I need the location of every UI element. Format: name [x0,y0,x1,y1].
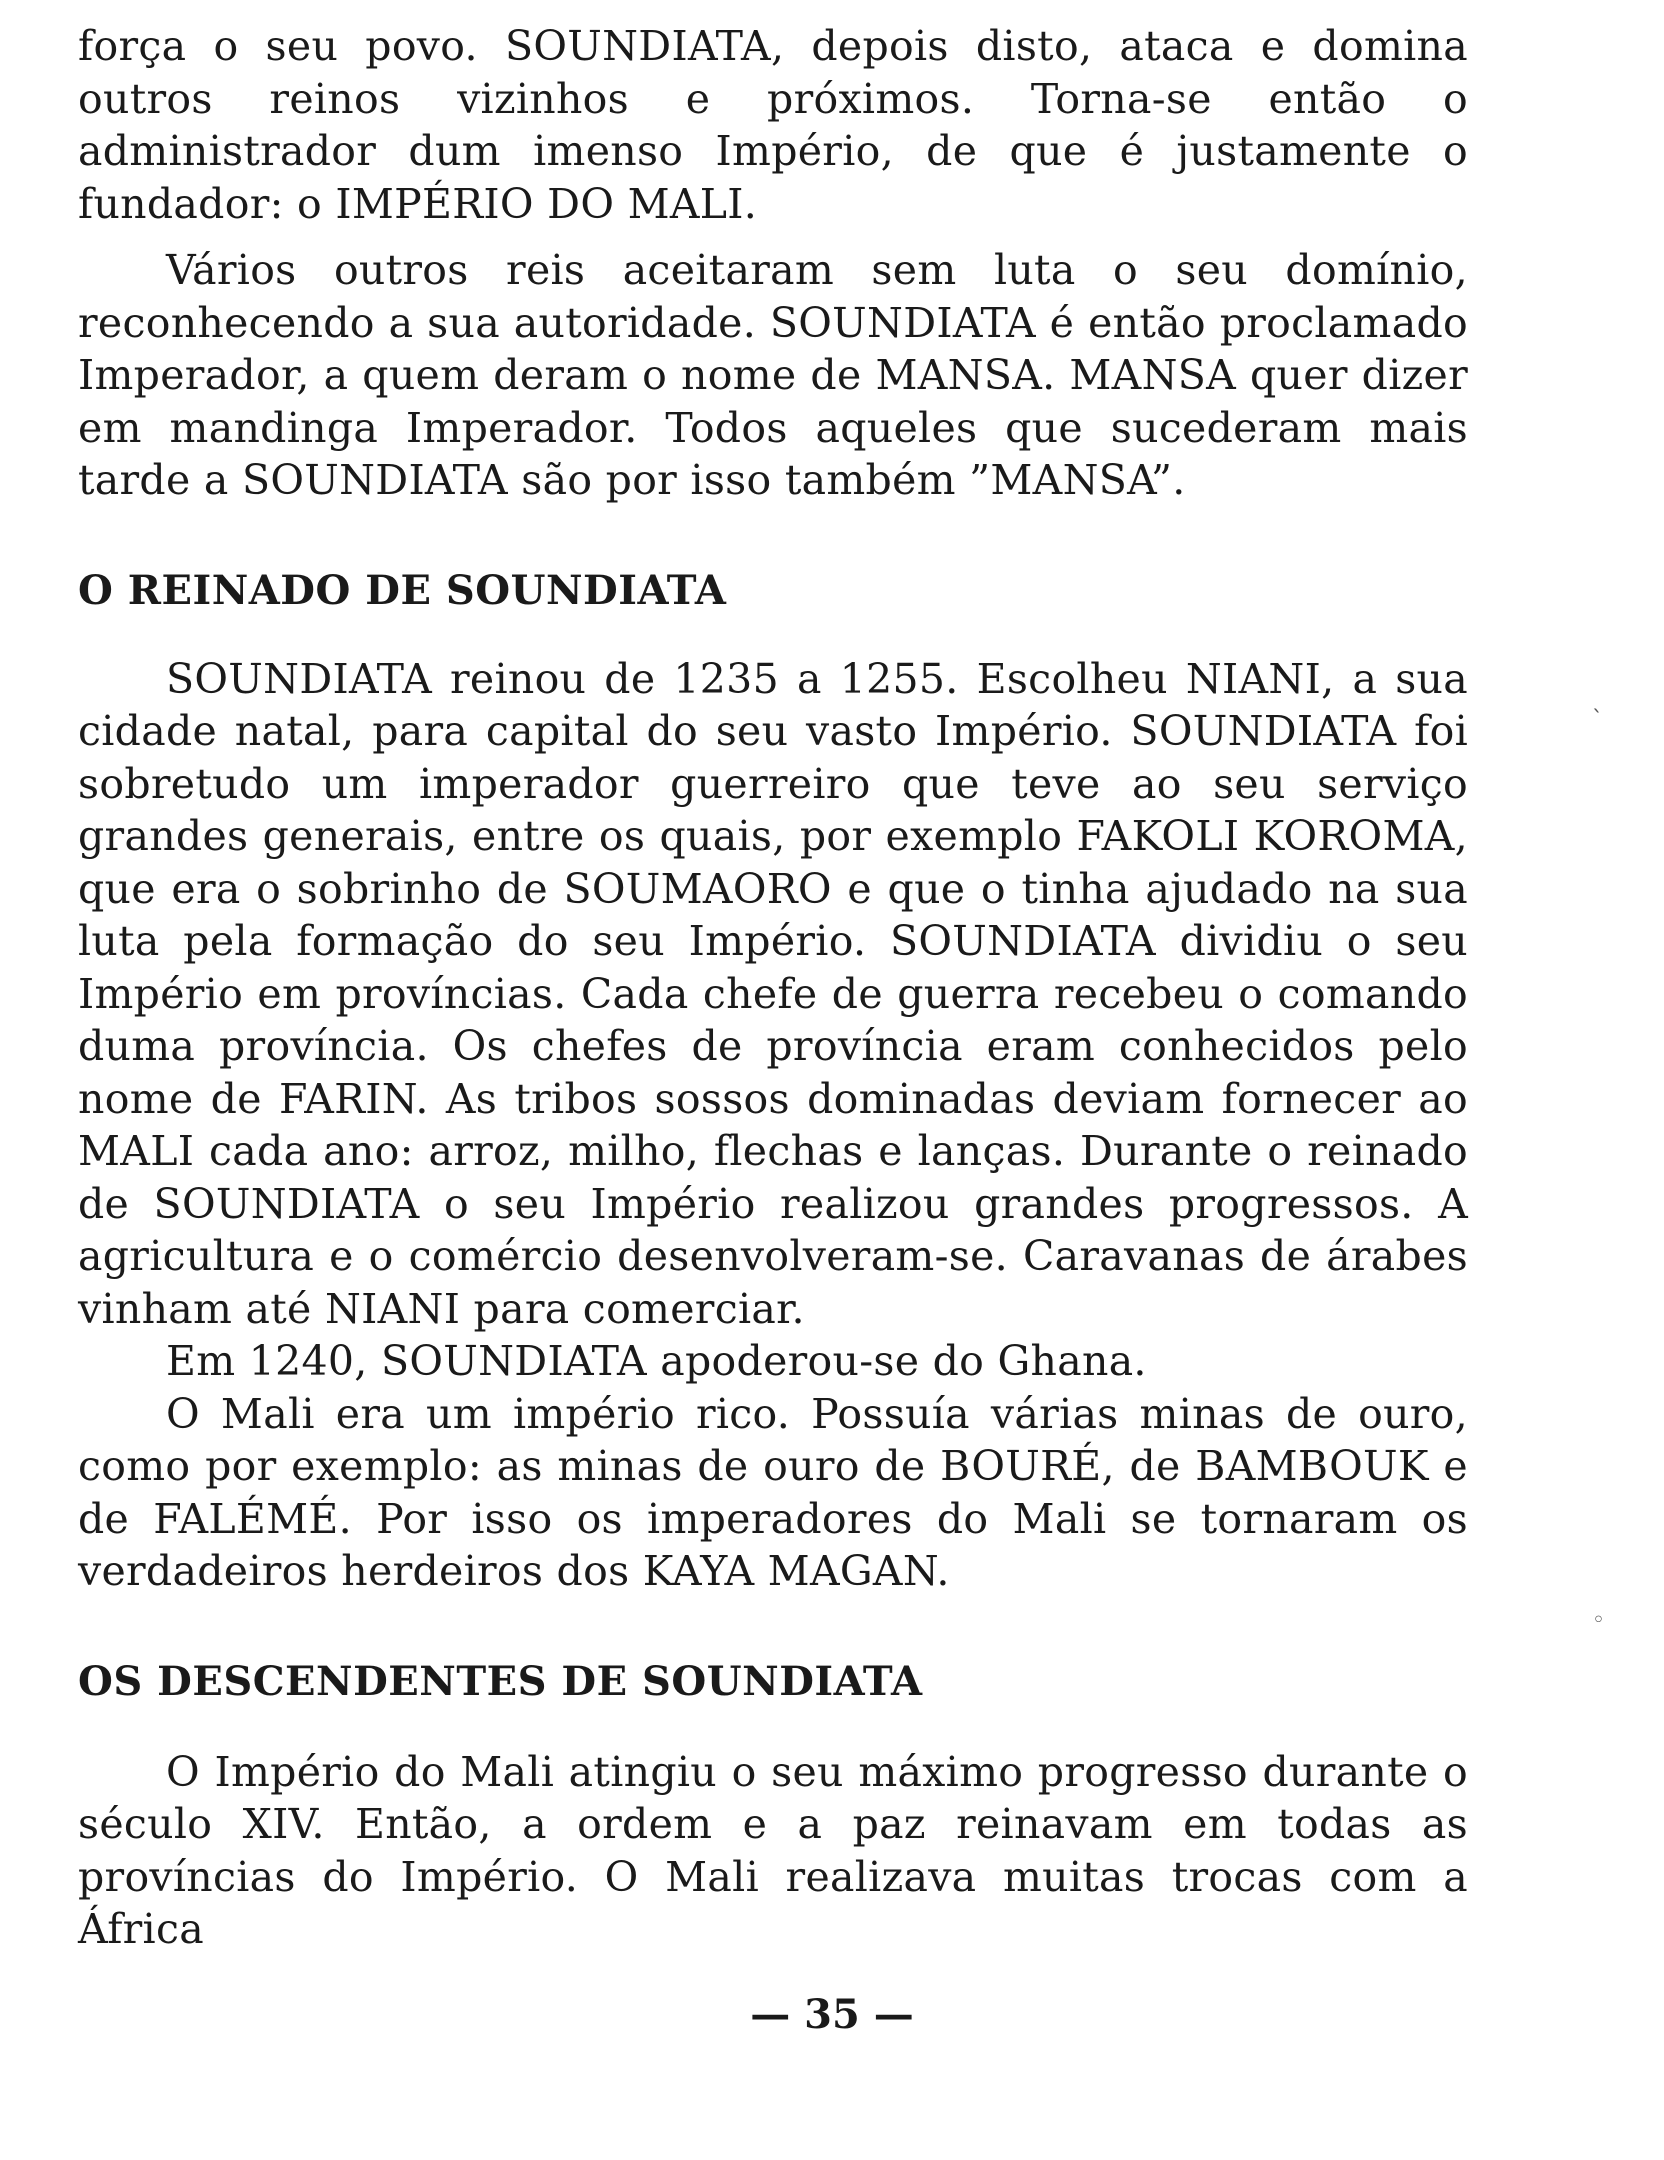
page-number: — 35 — [750,1991,914,2038]
paragraph-intro-1: força o seu povo. SOUNDIATA, depois disto, ataca e domina outros reinos vizinhos e próximos. Torna-se então o administrador dum imenso Império, de que é justamente o fundador: o IMPÉRIO DO MALI. [78,22,1468,228]
paragraph-intro-2: Vários outros reis aceitaram sem luta o seu domínio, reconhecendo a sua autoridade. SOUNDIATA é então proclamado Imperador, a quem deram o nome de MANSA. MANSA quer dizer em mandinga Imperador. Todos aqueles que sucederam mais tarde a SOUNDIATA são por isso também ”MANSA”. [78,246,1468,504]
paragraph-reinado-2: Em 1240, SOUNDIATA apoderou-se do Ghana. [166,1337,1147,1385]
section-heading-reinado: O REINADO DE SOUNDIATA [78,566,727,614]
paragraph-descendentes-1: O Império do Mali atingiu o seu máximo progresso durante o século XIV. Então, a ordem e a paz reinavam em todas as províncias do Império. O Mali realizava muitas trocas com a África [78,1747,1468,1953]
page-body [78,20,1468,1956]
paragraph-reinado-1: SOUNDIATA reinou de 1235 a 1255. Escolheu NIANI, a sua cidade natal, para capital do seu vasto Império. SOUNDIATA foi sobretudo um imperador guerreiro que teve ao seu serviço grandes generais, entre os quais, por exemplo FAKOLI KOROMA, que era o sobrinho de SOUMAORO e que o tinha ajudado na sua luta pela formação do seu Império. SOUNDIATA dividiu o seu Império em províncias. Cada chefe de guerra recebeu o comando duma província. Os chefes de província eram conhecidos pelo nome de FARIN. As tribos sossos dominadas deviam fornecer ao MALI cada ano: arroz, milho, flechas e lanças. Durante o reinado de SOUNDIATA o seu Império realizou grandes progressos. A agricultura e o comércio desenvolveram-se. Caravanas de árabes vinham até NIANI para comerciar. [78,654,1468,1333]
paragraph-reinado-3: O Mali era um império rico. Possuía várias minas de ouro, como por exemplo: as minas de ouro de BOURÉ, de BAMBOUK e de FALÉMÉ. Por isso os imperadores do Mali se tornaram os verdadeiros herdeiros dos KAYA MAGAN. [78,1389,1468,1595]
section-heading-descendentes: OS DESCENDENTES DE SOUNDIATA [78,1657,923,1705]
scan-speck: ◦ [1592,1608,1605,1633]
scan-speck: ˎ [1592,688,1603,713]
